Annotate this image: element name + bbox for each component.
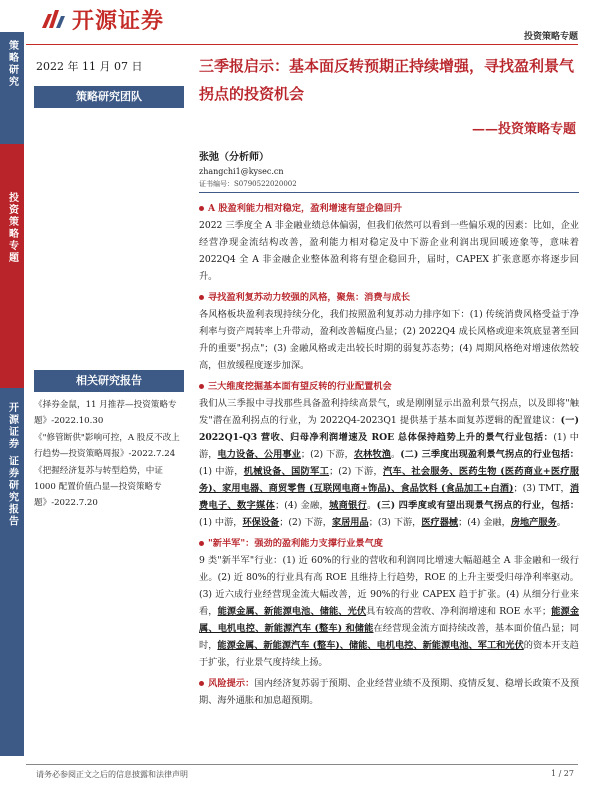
logo-mark-icon	[40, 8, 66, 30]
sidebar-strategy-band: 策略研究	[0, 32, 24, 144]
author-block	[199, 148, 579, 189]
brand-logo	[40, 6, 164, 32]
section-text: 我们从三季报中寻找那些具备盈利持续高景气，或是刚刚显示出盈利景气拐点，以及即将"触发"潜在盈利拐点的行业，为 2022Q4-2023Q1 提供基于基本面复苏逻辑的配置建议：(一) 2022Q1-Q3 营收、归母净利润增速及 ROE 总体保持趋势上升的景气行业包括：(1) 中游，电力设备、公用事业；(2) 下游，农林牧渔。(二) 三季度出现盈利景气拐点的行业包括：(1) 中游，机械设备、国防军工；(2) 下游，汽车、社会服务、医药生物 (医药商业+医疗服务)、家用电器、商贸零售 (互联网电商+饰品)、食品饮料 (食品加工+白酒)；(3) TMT，消费电子、数字媒体；(4) 金融，城商银行。(三) 四季度或有望出现景气拐点的行业，包括：(1) 中游，环保设备；(2) 下游，家居用品；(3) 下游，医疗器械；(4) 金融，房地产服务。	[199, 398, 580, 528]
section-heading: A 股盈利能力相对稳定，盈利增速有望企稳回升	[199, 200, 579, 217]
sidebar-brand-band: 开源证券 证券研究报告	[0, 388, 24, 756]
risk-warning: 风险提示：国内经济复苏弱于预期、企业经营业绩不及预期、疫情反复、稳增长政策不及预期、海外通胀和加息超预期。	[199, 678, 580, 706]
sidebar-topic-band: 投资策略专题	[0, 144, 24, 388]
section-text: 各风格板块盈利表现持续分化，我们按照盈利复苏动力排序如下：(1) 传统消费风格受益于净利率与资产周转率上升带动，盈利改善幅度凸显；(2) 2022Q4 成长风格或迎来筑底显著至回升的重要"拐点"；(3) 金融风格或走出较长时期的弱复苏态势；(4) 周期风格绝对增速依然较高，但放缓程度逐步加深。	[199, 309, 579, 371]
report-type-label: 投资策略专题	[523, 32, 578, 42]
bullet-icon	[199, 681, 204, 686]
bullet-icon	[199, 206, 204, 211]
footer-divider	[26, 764, 578, 765]
footer-disclaimer: 请务必参阅正文之后的信息披露和法律声明	[36, 770, 188, 779]
related-report-item[interactable]: 《"修管断供"影响可控，A 股反不改上行趋势—投资策略周报》-2022.7.24	[34, 433, 180, 459]
related-reports-list	[34, 397, 184, 512]
author-divider	[199, 192, 579, 193]
report-subtitle: ——投资策略专题	[471, 122, 576, 137]
author-email[interactable]: zhangchi1@kysec.cn	[199, 167, 284, 176]
team-label: 策略研究团队	[34, 86, 184, 108]
bullet-icon	[199, 384, 204, 389]
report-summary	[199, 196, 579, 709]
header-divider	[26, 44, 578, 45]
author-name: 张弛（分析师）	[199, 152, 269, 163]
section-text: 2022 三季度全 A 非金融业绩总体偏弱，但我们依然可以看到一些偏乐观的因素：比如，企业经营净现金流结构改善，盈利能力相对稳定及中下游企业利润出现回暖迹象等，意味着 2022Q4 全 A 非金融企业整体盈利将有望企稳回升，届时，CAPEX 扩张意愿亦将逐步回升。	[199, 220, 579, 282]
related-reports-heading: 相关研究报告	[34, 370, 184, 392]
section-heading: 寻找盈利复苏动力较强的风格，聚焦：消费与成长	[199, 289, 579, 306]
related-report-item[interactable]: 《把握经济复苏与转型趋势，中证1000 配置价值凸显—投资策略专题》-2022.7.20	[34, 466, 163, 508]
bullet-icon	[199, 541, 204, 546]
logo-text: 开源证券	[72, 8, 165, 34]
related-report-item[interactable]: 《择券金鼠，11 月推荐—投资策略专题》-2022.10.30	[34, 400, 177, 426]
author-cert: 证书编号：S0790522020002	[199, 180, 297, 188]
page-number: 1 / 27	[550, 769, 574, 778]
report-title: 三季报启示：基本面反转预期正持续增强，寻找盈利景气拐点的投资机会	[199, 57, 575, 103]
section-heading: "新半军"：强劲的盈利能力支撑行业景气度	[199, 535, 579, 552]
bullet-icon	[199, 295, 204, 300]
section-text: 9 类"新半军"行业：(1) 近 60%的行业的营收和利润同比增速大幅超越全 A 非金融和一级行业。(2) 近 80%的行业具有高 ROE 且维持上行趋势，ROE 的上升主要受归母净利率驱动。(3) 近六成行业经营现金流大幅改善，近 90%的行业 CAPEX 趋于扩张。(4) 从细分行业来看，能源金属、新能源电池、储能、光伏具有较高的营收、净利润增速和 ROE 水平；能源金属、电机电控、新能源汽车 (整车) 和储能在经营现金流方面持续改善，基本面价值凸显；同时，能源金属、新能源汽车 (整车)、储能、电机电控、新能源电池、军工和光伏的资本开支趋于扩张，行业景气度持续上扬。	[199, 555, 580, 668]
report-date: 2022 年 11 月 07 日	[36, 60, 143, 73]
section-heading: 三大维度挖掘基本面有望反转的行业配置机会	[199, 378, 579, 395]
